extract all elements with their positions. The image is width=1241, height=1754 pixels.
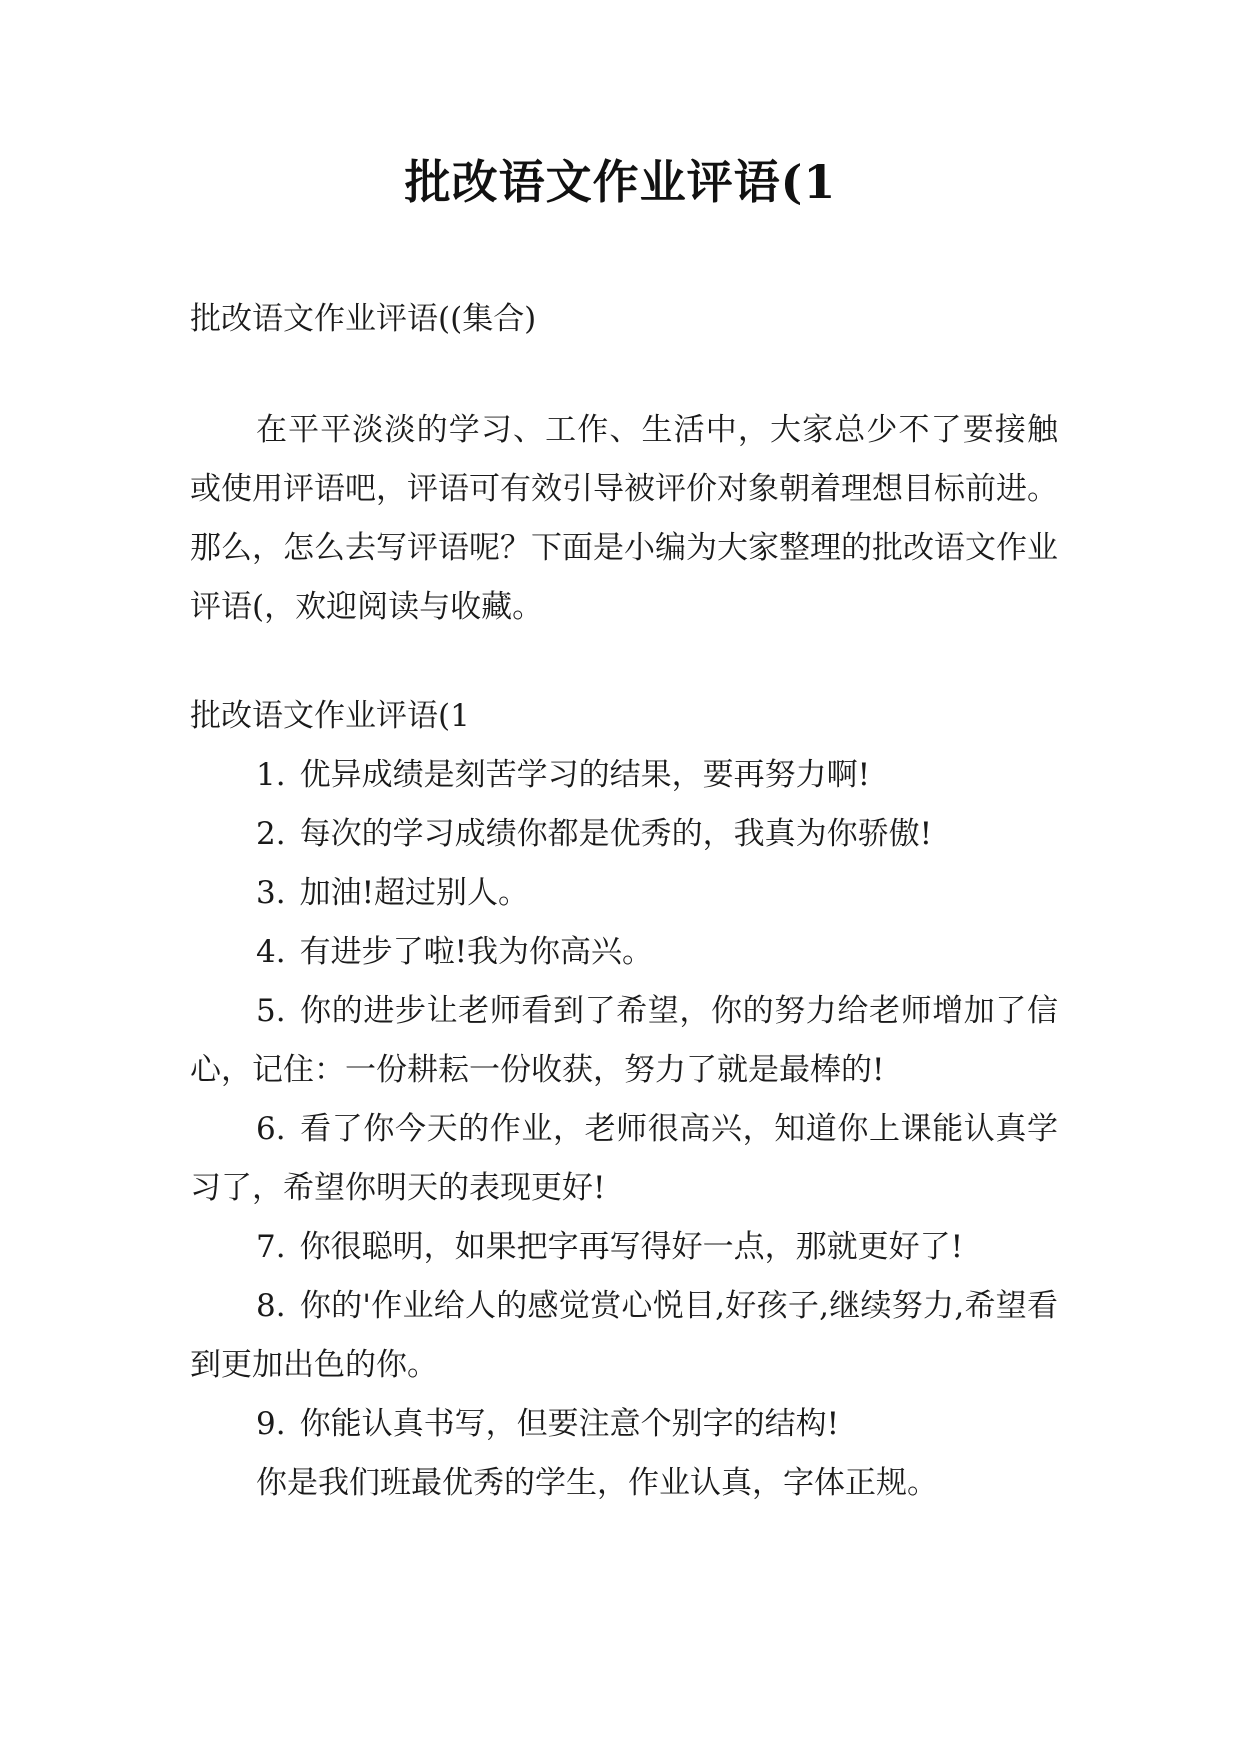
list-item-number: 2. xyxy=(256,816,286,852)
list-item-number: 1. xyxy=(256,757,286,793)
list-item-number: 7. xyxy=(256,1229,286,1265)
list-item xyxy=(190,746,1058,805)
intro-paragraph: 在平平淡淡的学习、工作、生活中，大家总少不了要接触或使用评语吧，评语可有效引导被评价对象朝着理想目标前进。那么，怎么去写评语呢？下面是小编为大家整理的批改语文作业评语(，欢迎阅读与收藏。 xyxy=(190,412,1058,625)
list-item-text: 你能认真书写，但要注意个别字的结构! xyxy=(299,1406,840,1442)
list-item-number: 8. xyxy=(256,1288,286,1324)
list-item xyxy=(190,982,1058,1100)
list-item-number: 4. xyxy=(256,934,286,970)
list-item-number: 3. xyxy=(256,875,286,911)
list-item xyxy=(190,864,1058,923)
list-item-text: 你的进步让老师看到了希望，你的努力给老师增加了信心，记住：一份耕耘一份收获，努力了就是最棒的! xyxy=(190,993,1058,1088)
document-subtitle: 批改语文作业评语((集合) xyxy=(190,301,537,337)
list-item-text: 加油!超过别人。 xyxy=(299,875,530,911)
list-item-text: 你很聪明，如果把字再写得好一点，那就更好了! xyxy=(299,1229,964,1265)
closing-paragraph: 你是我们班最优秀的学生，作业认真，字体正规。 xyxy=(256,1465,938,1501)
list-item-text: 优异成绩是刻苦学习的结果，要再努力啊! xyxy=(299,757,871,793)
list-item xyxy=(190,805,1058,864)
list-item-text: 你的'作业给人的感觉赏心悦目,好孩子,继续努力,希望看到更加出色的你。 xyxy=(190,1288,1058,1383)
list-item xyxy=(190,1395,1058,1454)
list-item-text: 每次的学习成绩你都是优秀的，我真为你骄傲! xyxy=(299,816,933,852)
list-item xyxy=(190,923,1058,982)
document-body xyxy=(190,290,1058,1513)
list-item-text: 有进步了啦!我为你高兴。 xyxy=(299,934,654,970)
list-item xyxy=(190,1277,1058,1395)
document-title: 批改语文作业评语(1 xyxy=(404,155,837,209)
list-heading: 批改语文作业评语(1 xyxy=(190,698,470,734)
list-item xyxy=(190,1218,1058,1277)
list-item-number: 9. xyxy=(256,1406,286,1442)
list-item-number: 5. xyxy=(256,993,286,1029)
list-item-text: 看了你今天的作业，老师很高兴，知道你上课能认真学习了，希望你明天的表现更好! xyxy=(190,1111,1058,1206)
list-item-number: 6. xyxy=(256,1111,286,1147)
list-item xyxy=(190,1100,1058,1218)
